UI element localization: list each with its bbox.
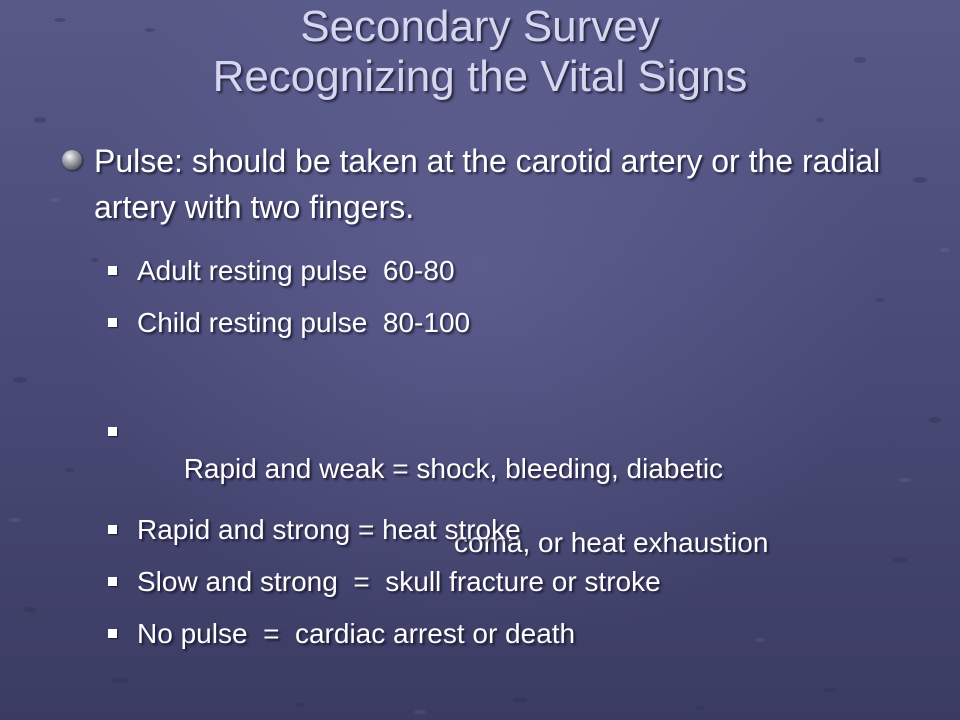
sub-bullet-text: Child resting pulse 80-100: [137, 307, 471, 338]
main-bullet-text: Pulse: should be taken at the carotid artery or the radial artery with two fingers.: [94, 143, 881, 225]
slide-title-line-1: Secondary Survey: [300, 2, 660, 51]
square-bullet-icon: [108, 318, 117, 327]
sub-bullet-item: [108, 252, 928, 289]
sub-bullet-item: [108, 563, 928, 600]
slide-title-line-2: Recognizing the Vital Signs: [212, 52, 748, 101]
sub-bullet-text: Slow and strong = skull fracture or stroke: [137, 566, 661, 597]
sub-bullet-item: [108, 304, 928, 341]
sphere-bullet-icon: [62, 150, 82, 170]
slide-title: [0, 2, 960, 102]
square-bullet-icon: [108, 577, 117, 586]
sub-bullet-text: Rapid and strong = heat stroke: [137, 514, 521, 545]
sub-bullet-text-line-2: coma, or heat exhaustion: [454, 527, 769, 558]
square-bullet-icon: [108, 525, 117, 534]
square-bullet-icon: [108, 266, 117, 275]
sub-bullet-text-line-1: Rapid and weak = shock, bleeding, diabetic: [183, 453, 724, 484]
sub-bullet-item: [108, 615, 928, 652]
square-bullet-icon: [108, 427, 117, 436]
sub-bullet-item: [108, 511, 928, 548]
sub-bullet-text: No pulse = cardiac arrest or death: [137, 618, 576, 649]
sub-bullet-text: Adult resting pulse 60-80: [137, 255, 455, 286]
main-bullet-item: [62, 138, 942, 230]
square-bullet-icon: [108, 629, 117, 638]
